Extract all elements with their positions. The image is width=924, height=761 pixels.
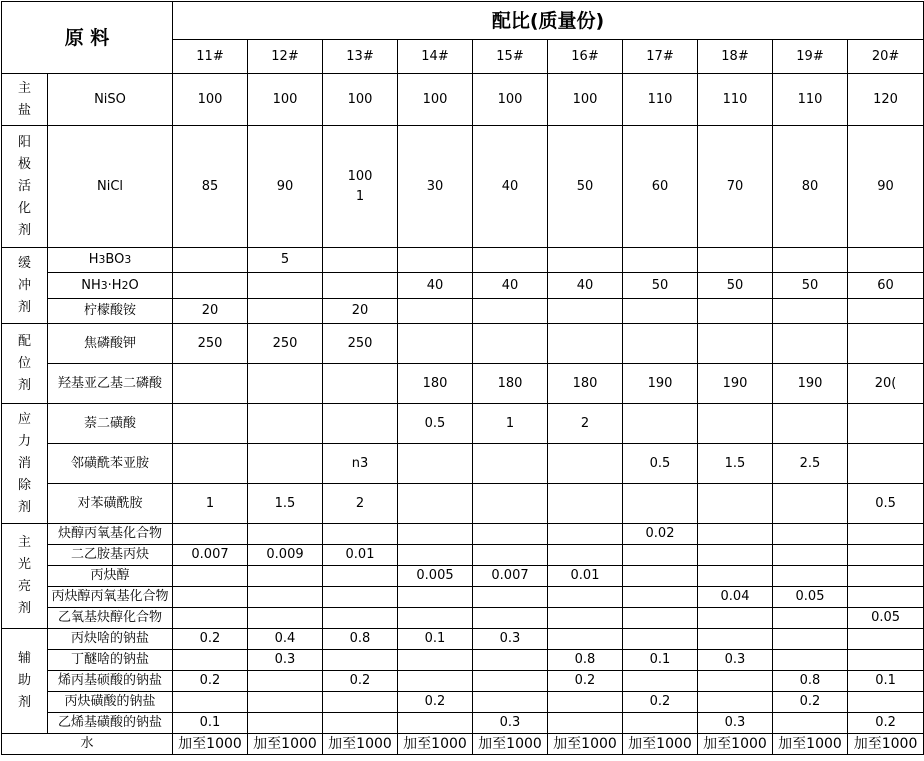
- value-cell: 0.2: [173, 671, 248, 692]
- value-cell: [773, 524, 848, 545]
- value-cell: 0.2: [623, 692, 698, 713]
- value-cell: 85: [173, 126, 248, 248]
- material-cell: 乙烯基磺酸的钠盐: [48, 713, 173, 734]
- category-cell: 阳 极 活 化 剂: [2, 126, 48, 248]
- material-cell: 丙炔磺酸的钠盐: [48, 692, 173, 713]
- value-cell: 0.3: [248, 650, 323, 671]
- value-cell: 1.5: [698, 444, 773, 484]
- value-cell: 0.007: [173, 545, 248, 566]
- value-cell: [698, 299, 773, 324]
- value-cell: [548, 587, 623, 608]
- value-cell: [548, 629, 623, 650]
- material-cell: 二乙胺基丙炔: [48, 545, 173, 566]
- value-cell: 100 1: [323, 126, 398, 248]
- value-cell: [773, 545, 848, 566]
- value-cell: 0.3: [473, 629, 548, 650]
- header-row-top: [2, 2, 924, 40]
- value-cell: [473, 608, 548, 629]
- value-cell: [698, 566, 773, 587]
- material-cell: 羟基亚乙基二磷酸: [48, 364, 173, 404]
- value-cell: [623, 324, 698, 364]
- value-cell: [473, 587, 548, 608]
- value-cell: 190: [623, 364, 698, 404]
- value-cell: [473, 484, 548, 524]
- table-row: [2, 545, 924, 566]
- category-cell: 主 盐: [2, 74, 48, 126]
- value-cell: [698, 248, 773, 273]
- value-cell: [848, 248, 924, 273]
- value-cell: [398, 587, 473, 608]
- value-cell: 100: [248, 74, 323, 126]
- table-row: [2, 299, 924, 324]
- value-cell: 0.8: [323, 629, 398, 650]
- value-cell: 加至1000: [398, 734, 473, 755]
- value-cell: [698, 404, 773, 444]
- value-cell: 2: [323, 484, 398, 524]
- value-cell: [323, 524, 398, 545]
- material-cell: 丙炔醇: [48, 566, 173, 587]
- value-cell: [248, 692, 323, 713]
- value-cell: 0.1: [173, 713, 248, 734]
- value-cell: [248, 713, 323, 734]
- category-cell: 主 光 亮 剂: [2, 524, 48, 629]
- value-cell: 0.2: [398, 692, 473, 713]
- value-cell: 1.5: [248, 484, 323, 524]
- value-cell: [773, 608, 848, 629]
- value-cell: 250: [248, 324, 323, 364]
- value-cell: 0.3: [698, 713, 773, 734]
- value-cell: [473, 248, 548, 273]
- formula-header: 13#: [323, 40, 398, 74]
- formulation-table: [1, 1, 924, 755]
- value-cell: [773, 629, 848, 650]
- value-cell: [248, 671, 323, 692]
- value-cell: [623, 545, 698, 566]
- value-cell: 190: [698, 364, 773, 404]
- ratio-header: 配比(质量份): [173, 2, 924, 40]
- value-cell: [473, 444, 548, 484]
- value-cell: [398, 545, 473, 566]
- value-cell: [248, 566, 323, 587]
- value-cell: [173, 692, 248, 713]
- value-cell: 0.009: [248, 545, 323, 566]
- value-cell: [698, 608, 773, 629]
- material-header: 原 料: [2, 2, 173, 74]
- value-cell: [473, 324, 548, 364]
- value-cell: 2: [548, 404, 623, 444]
- material-cell: 烯丙基硕酸的钠盐: [48, 671, 173, 692]
- value-cell: [698, 324, 773, 364]
- formula-header: 12#: [248, 40, 323, 74]
- material-cell: 丙炔醇丙氧基化合物: [48, 587, 173, 608]
- value-cell: 110: [773, 74, 848, 126]
- value-cell: [323, 404, 398, 444]
- value-cell: 80: [773, 126, 848, 248]
- value-cell: 100: [323, 74, 398, 126]
- value-cell: [773, 713, 848, 734]
- formula-header: 14#: [398, 40, 473, 74]
- value-cell: [248, 524, 323, 545]
- formula-header: 17#: [623, 40, 698, 74]
- value-cell: [173, 273, 248, 299]
- value-cell: [548, 692, 623, 713]
- value-cell: 0.007: [473, 566, 548, 587]
- value-cell: [848, 299, 924, 324]
- material-cell: 对苯磺酰胺: [48, 484, 173, 524]
- value-cell: [623, 404, 698, 444]
- value-cell: [173, 650, 248, 671]
- value-cell: [398, 248, 473, 273]
- value-cell: [323, 692, 398, 713]
- value-cell: [848, 444, 924, 484]
- value-cell: 0.8: [548, 650, 623, 671]
- table-row: [2, 692, 924, 713]
- value-cell: [548, 524, 623, 545]
- table-row: [2, 713, 924, 734]
- value-cell: 20: [323, 299, 398, 324]
- value-cell: [623, 566, 698, 587]
- value-cell: [548, 299, 623, 324]
- value-cell: [548, 608, 623, 629]
- value-cell: 40: [398, 273, 473, 299]
- value-cell: 100: [173, 74, 248, 126]
- value-cell: 20: [173, 299, 248, 324]
- value-cell: 0.1: [623, 650, 698, 671]
- value-cell: n3: [323, 444, 398, 484]
- water-row: [2, 734, 924, 755]
- value-cell: [698, 545, 773, 566]
- table-row: [2, 650, 924, 671]
- material-cell: 炔醇丙氧基化合物: [48, 524, 173, 545]
- value-cell: 5: [248, 248, 323, 273]
- value-cell: 加至1000: [698, 734, 773, 755]
- value-cell: 0.5: [848, 484, 924, 524]
- material-cell: 乙氧基炔醇化合物: [48, 608, 173, 629]
- value-cell: [848, 524, 924, 545]
- value-cell: [773, 248, 848, 273]
- value-cell: 100: [548, 74, 623, 126]
- material-cell: 邻磺酰苯亚胺: [48, 444, 173, 484]
- value-cell: [773, 566, 848, 587]
- table-row: [2, 364, 924, 404]
- table-row: [2, 74, 924, 126]
- value-cell: 180: [398, 364, 473, 404]
- material-cell: NiCl: [48, 126, 173, 248]
- value-cell: [398, 650, 473, 671]
- value-cell: [848, 566, 924, 587]
- value-cell: [398, 484, 473, 524]
- value-cell: [848, 650, 924, 671]
- value-cell: 0.5: [398, 404, 473, 444]
- value-cell: 0.05: [773, 587, 848, 608]
- table-row: [2, 324, 924, 364]
- value-cell: 60: [848, 273, 924, 299]
- formula-header: 11#: [173, 40, 248, 74]
- table-row: [2, 404, 924, 444]
- value-cell: [398, 671, 473, 692]
- table-row: [2, 444, 924, 484]
- value-cell: 30: [398, 126, 473, 248]
- table-row: [2, 273, 924, 299]
- value-cell: 60: [623, 126, 698, 248]
- table-row: [2, 629, 924, 650]
- value-cell: [473, 299, 548, 324]
- value-cell: 0.01: [323, 545, 398, 566]
- value-cell: 50: [773, 273, 848, 299]
- value-cell: [173, 608, 248, 629]
- value-cell: 0.4: [248, 629, 323, 650]
- value-cell: [323, 273, 398, 299]
- value-cell: 0.1: [848, 671, 924, 692]
- material-cell: 丁醚啥的钠盐: [48, 650, 173, 671]
- value-cell: [473, 671, 548, 692]
- value-cell: [773, 299, 848, 324]
- value-cell: [848, 629, 924, 650]
- value-cell: [323, 566, 398, 587]
- value-cell: [248, 608, 323, 629]
- value-cell: [773, 650, 848, 671]
- formula-header: 16#: [548, 40, 623, 74]
- value-cell: [323, 650, 398, 671]
- value-cell: 0.3: [473, 713, 548, 734]
- value-cell: [548, 248, 623, 273]
- value-cell: [248, 299, 323, 324]
- value-cell: [623, 248, 698, 273]
- material-cell: NH3·H2O: [48, 273, 173, 299]
- value-cell: [548, 484, 623, 524]
- value-cell: [398, 444, 473, 484]
- value-cell: [623, 299, 698, 324]
- material-cell: 焦磷酸钾: [48, 324, 173, 364]
- value-cell: [473, 545, 548, 566]
- material-cell: 柠檬酸铵: [48, 299, 173, 324]
- formula-header: 19#: [773, 40, 848, 74]
- value-cell: 加至1000: [173, 734, 248, 755]
- value-cell: 250: [323, 324, 398, 364]
- value-cell: 加至1000: [323, 734, 398, 755]
- value-cell: [623, 629, 698, 650]
- water-label: 水: [2, 734, 173, 755]
- value-cell: [623, 587, 698, 608]
- value-cell: 90: [248, 126, 323, 248]
- value-cell: [173, 248, 248, 273]
- table-row: [2, 484, 924, 524]
- value-cell: 180: [548, 364, 623, 404]
- value-cell: [173, 524, 248, 545]
- value-cell: 0.01: [548, 566, 623, 587]
- material-cell: 丙炔啥的钠盐: [48, 629, 173, 650]
- value-cell: [248, 273, 323, 299]
- value-cell: [848, 324, 924, 364]
- table-row: [2, 126, 924, 248]
- value-cell: [848, 587, 924, 608]
- value-cell: [473, 650, 548, 671]
- value-cell: 110: [623, 74, 698, 126]
- value-cell: [398, 713, 473, 734]
- value-cell: [248, 587, 323, 608]
- value-cell: [323, 364, 398, 404]
- value-cell: [623, 484, 698, 524]
- value-cell: 0.2: [548, 671, 623, 692]
- value-cell: 190: [773, 364, 848, 404]
- value-cell: [623, 608, 698, 629]
- formula-header: 18#: [698, 40, 773, 74]
- value-cell: 100: [398, 74, 473, 126]
- value-cell: [473, 524, 548, 545]
- value-cell: [398, 299, 473, 324]
- value-cell: 0.8: [773, 671, 848, 692]
- value-cell: 2.5: [773, 444, 848, 484]
- table-row: [2, 608, 924, 629]
- value-cell: 1: [473, 404, 548, 444]
- value-cell: [548, 444, 623, 484]
- value-cell: 加至1000: [623, 734, 698, 755]
- value-cell: [848, 545, 924, 566]
- value-cell: 120: [848, 74, 924, 126]
- table-row: [2, 248, 924, 273]
- value-cell: 加至1000: [248, 734, 323, 755]
- value-cell: 加至1000: [548, 734, 623, 755]
- value-cell: [248, 444, 323, 484]
- value-cell: [323, 713, 398, 734]
- value-cell: 180: [473, 364, 548, 404]
- value-cell: 0.04: [698, 587, 773, 608]
- value-cell: 0.1: [398, 629, 473, 650]
- value-cell: [173, 364, 248, 404]
- material-cell: NiSO: [48, 74, 173, 126]
- value-cell: [548, 545, 623, 566]
- category-cell: 辅 助 剂: [2, 629, 48, 734]
- material-cell: H3BO3: [48, 248, 173, 273]
- value-cell: [173, 566, 248, 587]
- category-cell: 配 位 剂: [2, 324, 48, 404]
- category-cell: 应 力 消 除 剂: [2, 404, 48, 524]
- value-cell: [248, 364, 323, 404]
- value-cell: [773, 404, 848, 444]
- value-cell: 70: [698, 126, 773, 248]
- formula-header: 20#: [848, 40, 924, 74]
- value-cell: [473, 692, 548, 713]
- table-row: [2, 671, 924, 692]
- category-cell: 缓 冲 剂: [2, 248, 48, 324]
- value-cell: 0.5: [623, 444, 698, 484]
- value-cell: [773, 484, 848, 524]
- value-cell: [773, 324, 848, 364]
- value-cell: [698, 524, 773, 545]
- value-cell: 100: [473, 74, 548, 126]
- value-cell: [248, 404, 323, 444]
- value-cell: [623, 713, 698, 734]
- value-cell: 50: [698, 273, 773, 299]
- value-cell: [323, 608, 398, 629]
- value-cell: 0.2: [323, 671, 398, 692]
- value-cell: 250: [173, 324, 248, 364]
- value-cell: 40: [548, 273, 623, 299]
- table-row: [2, 524, 924, 545]
- value-cell: 0.3: [698, 650, 773, 671]
- value-cell: [323, 587, 398, 608]
- value-cell: [173, 587, 248, 608]
- table-row: [2, 566, 924, 587]
- value-cell: [548, 713, 623, 734]
- value-cell: 40: [473, 126, 548, 248]
- value-cell: [173, 404, 248, 444]
- value-cell: 1: [173, 484, 248, 524]
- formula-header: 15#: [473, 40, 548, 74]
- value-cell: 0.05: [848, 608, 924, 629]
- value-cell: [398, 524, 473, 545]
- value-cell: 50: [623, 273, 698, 299]
- value-cell: 加至1000: [773, 734, 848, 755]
- value-cell: 加至1000: [848, 734, 924, 755]
- value-cell: [698, 671, 773, 692]
- value-cell: [698, 629, 773, 650]
- value-cell: 加至1000: [473, 734, 548, 755]
- value-cell: 50: [548, 126, 623, 248]
- value-cell: [548, 324, 623, 364]
- value-cell: [848, 692, 924, 713]
- value-cell: 20(: [848, 364, 924, 404]
- value-cell: 40: [473, 273, 548, 299]
- value-cell: [398, 324, 473, 364]
- value-cell: [848, 404, 924, 444]
- table-row: [2, 587, 924, 608]
- value-cell: 0.2: [848, 713, 924, 734]
- value-cell: 110: [698, 74, 773, 126]
- value-cell: [323, 248, 398, 273]
- value-cell: 0.2: [773, 692, 848, 713]
- value-cell: 0.005: [398, 566, 473, 587]
- value-cell: 0.02: [623, 524, 698, 545]
- value-cell: 0.2: [173, 629, 248, 650]
- value-cell: [623, 671, 698, 692]
- value-cell: 90: [848, 126, 924, 248]
- value-cell: [698, 484, 773, 524]
- value-cell: [698, 692, 773, 713]
- value-cell: [173, 444, 248, 484]
- material-cell: 萘二磺酸: [48, 404, 173, 444]
- value-cell: [398, 608, 473, 629]
